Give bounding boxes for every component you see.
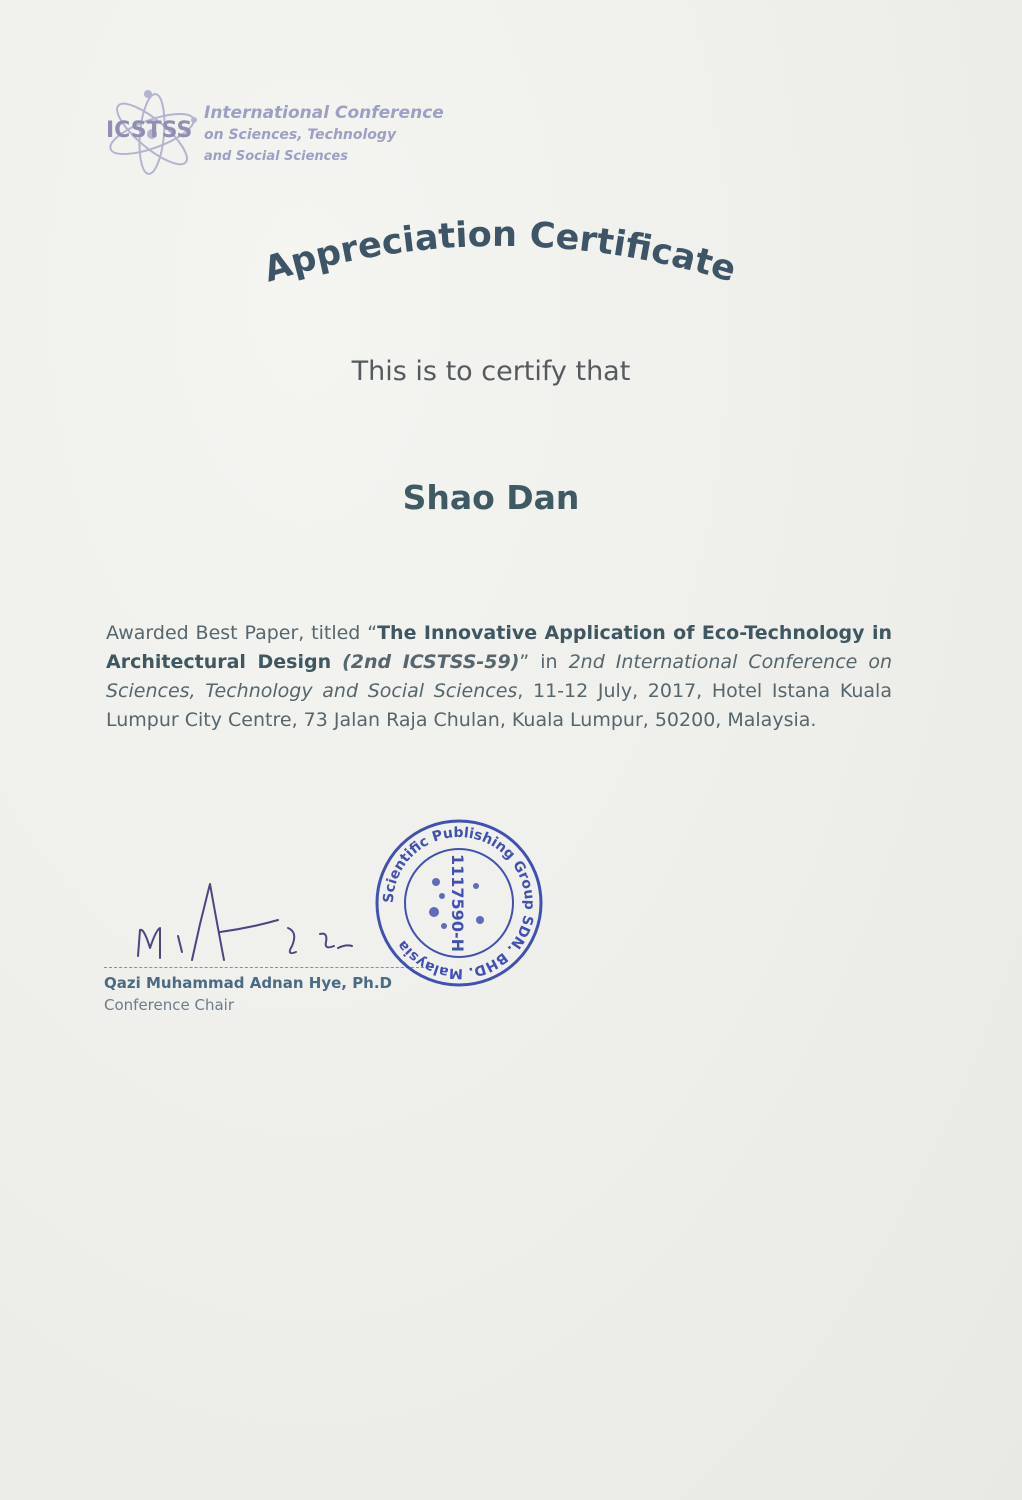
- stamp-registration-number: 1117590-H: [448, 854, 467, 952]
- logo-conference-name: [204, 102, 444, 168]
- paper-code: (2nd ICSTSS-59): [342, 651, 520, 673]
- certify-intro: This is to certify that: [351, 356, 631, 387]
- signer-name: Qazi Muhammad Adnan Hye, Ph.D: [104, 974, 393, 992]
- conference-name: 2nd International Conference on Sciences, Technology and Social Sciences: [106, 651, 892, 702]
- logo-line-3: and Social Sciences: [204, 149, 348, 164]
- company-stamp: [372, 816, 546, 990]
- stamp-ring-text: Scientific Publishing Group SDN. BHD. Malaysia: [380, 824, 538, 982]
- conference-logo: [104, 88, 454, 178]
- certificate-title-text: Appreciation Certificate: [259, 214, 741, 291]
- award-mid: ” in: [519, 651, 569, 673]
- award-description: [106, 619, 892, 735]
- signer-title: Conference Chair: [104, 996, 234, 1014]
- handwritten-signature: [120, 872, 380, 967]
- award-details: , 11-12 July, 2017, Hotel Istana Kuala Lumpur City Centre, 73 Jalan Raja Chulan, Kuala Lumpur, 50200, Malaysia.: [106, 680, 892, 731]
- award-prefix: Awarded Best Paper, titled “: [106, 622, 378, 644]
- logo-line-1: International Conference: [204, 103, 444, 123]
- paper-title: The Innovative Application of Eco-Technology in Architectural Design: [106, 622, 892, 673]
- recipient-name: Shao Dan: [402, 478, 580, 517]
- logo-line-2: on Sciences, Technology: [204, 127, 397, 143]
- certificate-title: [200, 200, 800, 330]
- svg-text:Appreciation Certificate: [260, 215, 741, 291]
- logo-acronym: ICSTSS: [106, 118, 193, 143]
